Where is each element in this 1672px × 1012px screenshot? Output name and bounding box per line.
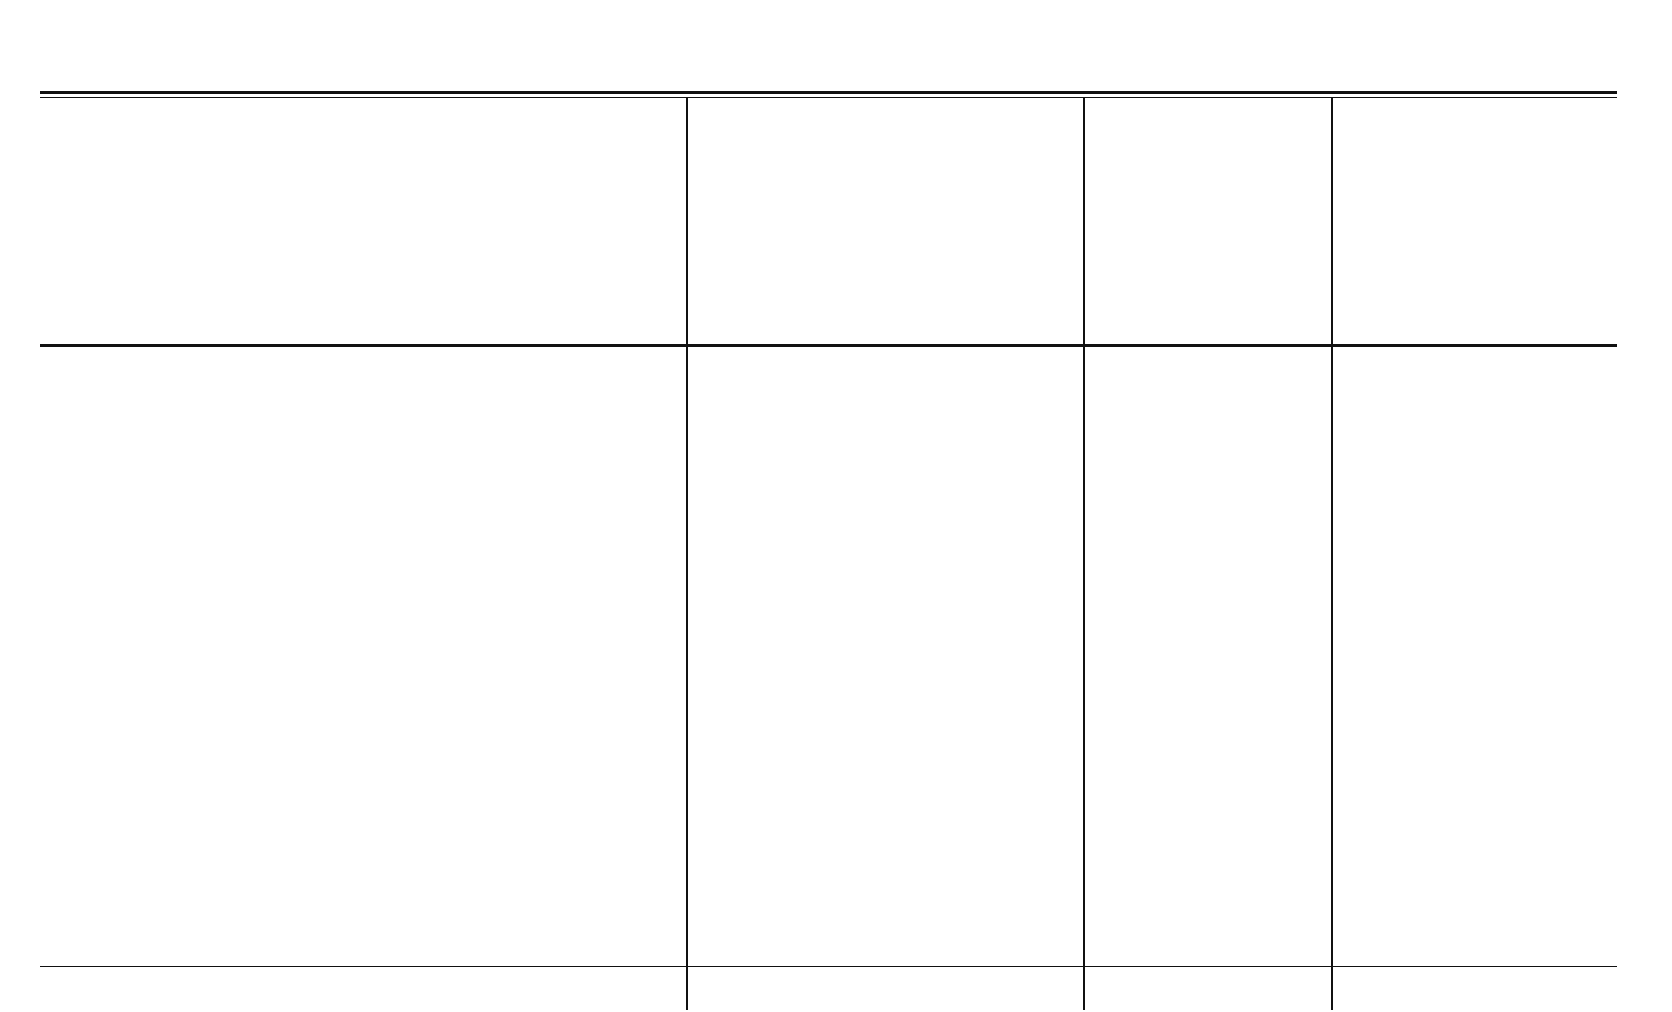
top-rule-thin	[40, 97, 1617, 98]
column-rule-goods	[686, 98, 688, 1010]
table-title	[46, 36, 1646, 84]
total-top-rule	[40, 966, 1617, 967]
header-bottom-rule	[40, 344, 1617, 347]
top-rule-thick	[40, 91, 1617, 94]
column-rule-costs	[1083, 98, 1085, 1010]
column-rule-workers	[1331, 98, 1333, 1010]
